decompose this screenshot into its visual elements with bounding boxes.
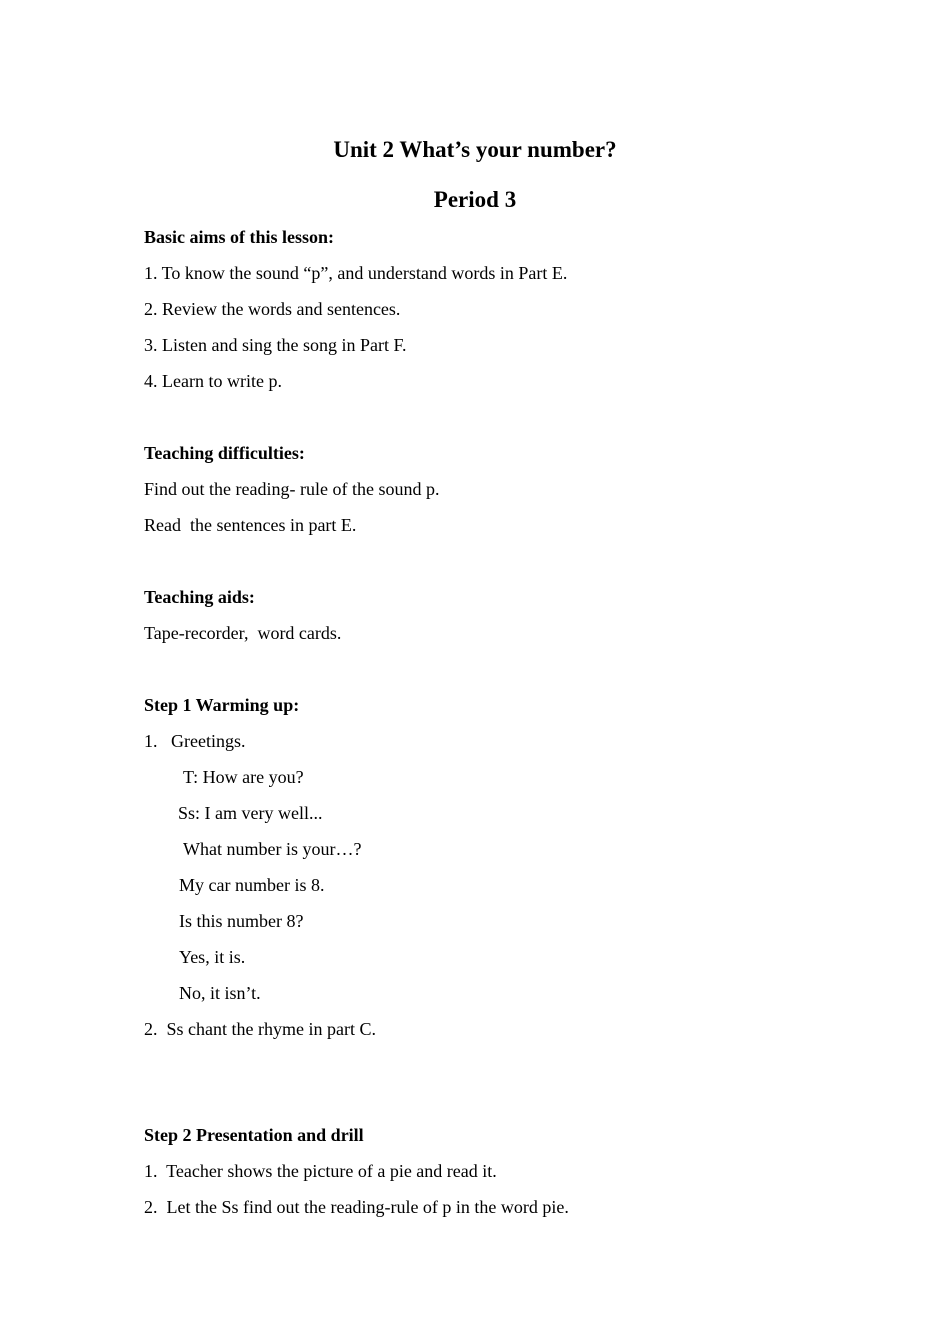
difficulties-item: Find out the reading- rule of the sound p. (144, 479, 440, 499)
step1-item-greetings: 1. Greetings. (144, 731, 246, 751)
aims-item: 3. Listen and sing the song in Part F. (144, 335, 407, 355)
difficulties-heading: Teaching difficulties: (144, 443, 305, 463)
step2-heading: Step 2 Presentation and drill (144, 1125, 364, 1145)
step1-item-chant: 2. Ss chant the rhyme in part C. (144, 1019, 376, 1039)
aims-item: 1. To know the sound “p”, and understand words in Part E. (144, 263, 568, 283)
dialogue-line: What number is your…? (183, 839, 362, 859)
aids-heading: Teaching aids: (144, 587, 255, 607)
dialogue-line: Is this number 8? (179, 911, 304, 931)
aims-item: 4. Learn to write p. (144, 371, 282, 391)
dialogue-line: Ss: I am very well... (178, 803, 323, 823)
step1-heading: Step 1 Warming up: (144, 695, 300, 715)
document-subtitle: Period 3 (433, 187, 517, 212)
aims-item: 2. Review the words and sentences. (144, 299, 401, 319)
step2-item: 2. Let the Ss find out the reading-rule of p in the word pie. (144, 1197, 569, 1217)
dialogue-line: No, it isn’t. (179, 983, 261, 1003)
document-title: Unit 2 What’s your number? (333, 137, 617, 162)
dialogue-line: T: How are you? (183, 767, 304, 787)
dialogue-line: Yes, it is. (179, 947, 246, 967)
aims-heading: Basic aims of this lesson: (144, 227, 335, 247)
dialogue-line: My car number is 8. (179, 875, 325, 895)
step2-item: 1. Teacher shows the picture of a pie and read it. (144, 1161, 497, 1181)
difficulties-item: Read the sentences in part E. (144, 515, 357, 535)
aids-text: Tape-recorder, word cards. (144, 623, 342, 643)
